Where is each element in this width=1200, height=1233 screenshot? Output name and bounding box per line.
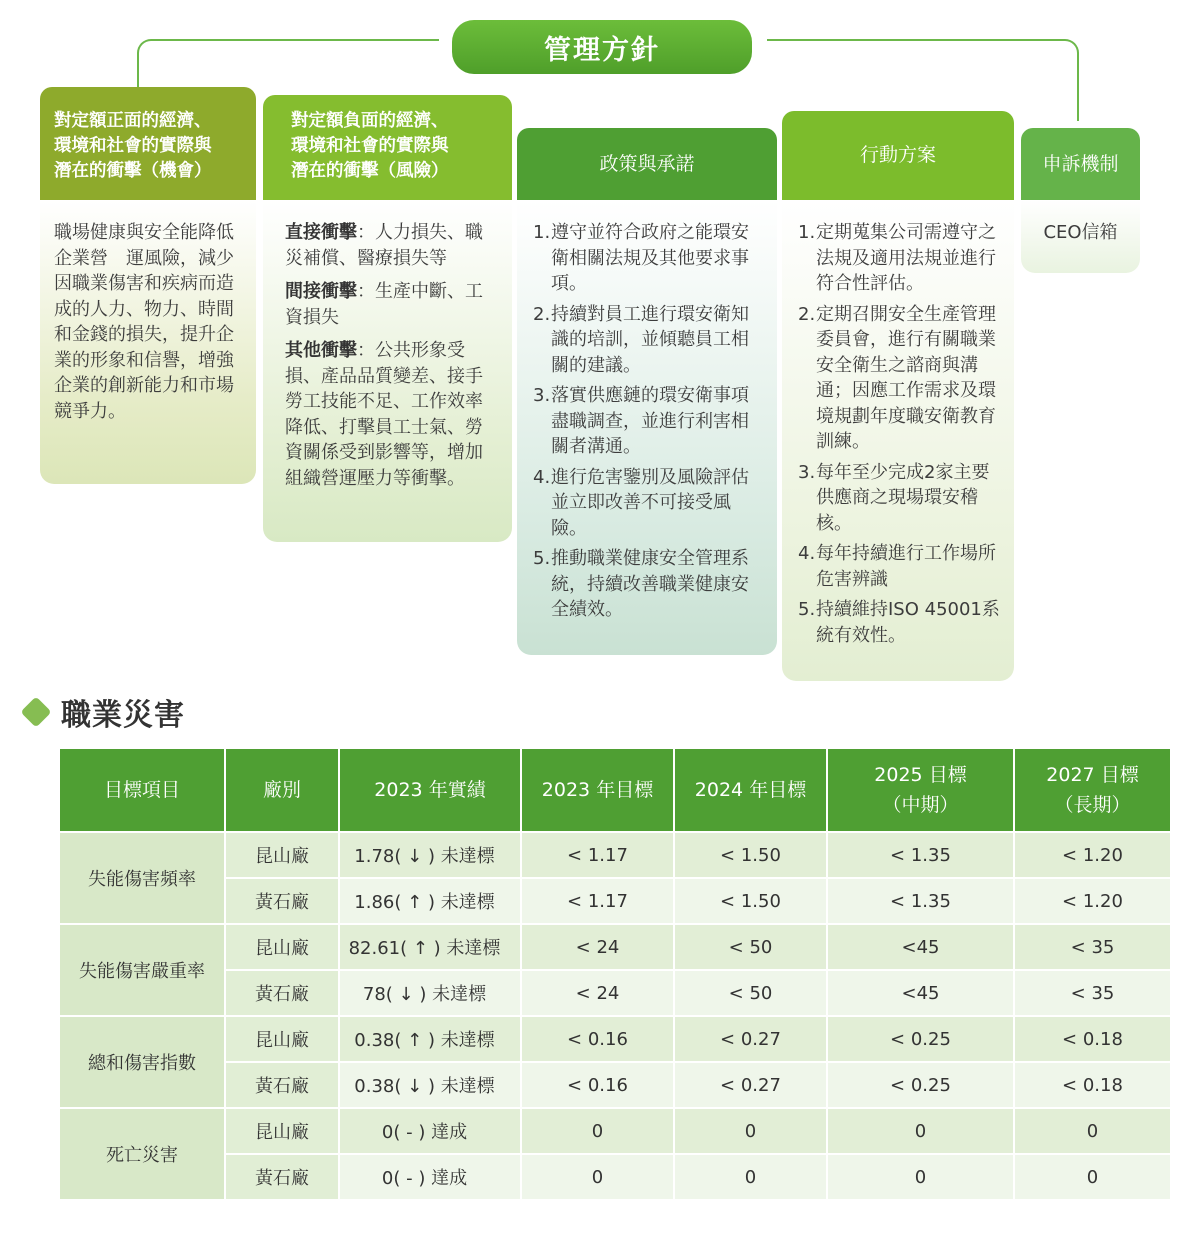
target-2025-cell: 0 <box>827 1154 1014 1200</box>
section-title: 職業災害 <box>61 698 185 733</box>
item-number: 3. <box>798 461 816 483</box>
target-2024-cell: 0 <box>674 1108 827 1154</box>
column-risk-body <box>263 200 512 542</box>
target-2027-cell: < 35 <box>1014 924 1171 970</box>
actual-value: 78 <box>362 984 386 1005</box>
item-text: 持續維持ISO 45001系統有效性。 <box>816 599 1000 646</box>
item-number: 4. <box>533 466 551 488</box>
action-item <box>798 460 1000 537</box>
table-row <box>59 924 1171 970</box>
target-2027-cell: < 0.18 <box>1014 1016 1171 1062</box>
header-line: （長期） <box>1054 794 1131 816</box>
actual-value: 1.78 <box>354 846 395 867</box>
table-row <box>59 878 1171 924</box>
item-text: 每年持續進行工作場所危害辨識 <box>816 543 996 590</box>
target-2023-cell: < 24 <box>521 924 674 970</box>
target-2024-cell: 0 <box>674 1154 827 1200</box>
actual-cell: 0.38( ↑ ) 未達標 <box>339 1016 521 1062</box>
item-text: 遵守並符合政府之能環安衛相關法規及其他要求事項。 <box>551 222 749 294</box>
col-header-2024-target: 2024 年目標 <box>674 748 827 832</box>
status-text: 未達標 <box>440 846 495 867</box>
trend-arrow-icon: ↓ <box>407 1076 423 1097</box>
plant-cell: 黃石廠 <box>225 970 339 1016</box>
header-line: 潛在的衝擊（風險） <box>291 161 449 181</box>
target-item-cell: 失能傷害嚴重率 <box>59 924 225 1016</box>
target-2025-cell: < 1.35 <box>827 878 1014 924</box>
actual-cell: 0( - ) 達成 <box>339 1154 521 1200</box>
commitment-item <box>533 302 757 379</box>
trend-indicator: - <box>406 1122 413 1143</box>
column-commitment-body <box>517 200 777 655</box>
actual-value: 1.86 <box>354 892 395 913</box>
connector-line-left <box>137 39 439 89</box>
target-item-cell: 總和傷害指數 <box>59 1016 225 1108</box>
table-header-row <box>59 748 1171 832</box>
target-2027-cell: < 0.18 <box>1014 1062 1171 1108</box>
risk-item-label: 其他衝擊 <box>285 340 357 361</box>
risk-item-other <box>285 338 498 491</box>
action-item <box>798 541 1000 592</box>
item-text: 持續對員工進行環安衛知識的培訓，並傾聽員工相關的建議。 <box>551 303 749 376</box>
risk-item-indirect <box>285 279 498 330</box>
column-commitment-header: 政策與承諾 <box>517 128 777 200</box>
actual-cell: 0.38( ↓ ) 未達標 <box>339 1062 521 1108</box>
risk-item-text: ：人力損失、職災補償、醫療損失等 <box>285 222 483 269</box>
item-number: 2. <box>798 303 816 325</box>
column-opportunity-body <box>40 200 256 484</box>
commitment-item <box>533 465 757 542</box>
risk-item-label: 直接衝擊 <box>285 222 357 243</box>
trend-arrow-icon: ↑ <box>407 1030 423 1051</box>
plant-cell: 黃石廠 <box>225 1062 339 1108</box>
trend-arrow-icon: ↓ <box>398 984 414 1005</box>
column-opportunity-header <box>40 87 256 200</box>
trend-indicator: - <box>406 1168 413 1189</box>
policy-title: 管理方針 <box>452 20 752 74</box>
actual-cell: 78( ↓ ) 未達標 <box>339 970 521 1016</box>
target-2025-cell: < 0.25 <box>827 1062 1014 1108</box>
target-2023-cell: < 1.17 <box>521 832 674 878</box>
col-header-2023-actual: 2023 年實績 <box>339 748 521 832</box>
actual-value: 0 <box>381 1168 394 1189</box>
status-text: 未達標 <box>446 938 501 959</box>
diamond-bullet-icon <box>20 696 51 727</box>
status-text: 未達標 <box>432 984 487 1005</box>
item-number: 3. <box>533 385 551 406</box>
commitment-item <box>533 546 757 623</box>
risk-item-direct <box>285 220 498 271</box>
plant-cell: 昆山廠 <box>225 924 339 970</box>
connector-line-right <box>767 39 1079 121</box>
table-row <box>59 1154 1171 1200</box>
target-2027-cell: < 35 <box>1014 970 1171 1016</box>
item-text: 落實供應鏈的環安衛事項盡職調查，並進行利害相關者溝通。 <box>551 385 749 457</box>
item-text: 進行危害鑒別及風險評估並立即改善不可接受風險。 <box>551 466 749 539</box>
actual-value: 0 <box>381 1122 394 1143</box>
commitment-item <box>533 220 757 297</box>
actual-value: 0.38 <box>354 1030 395 1051</box>
item-text: 推動職業健康安全管理系統，持續改善職業健康安全績效。 <box>551 548 749 620</box>
actual-cell: 0( - ) 達成 <box>339 1108 521 1154</box>
risk-item-text: ：生產中斷、工資損失 <box>285 281 483 328</box>
column-risk-header <box>263 95 512 200</box>
item-text: 每年至少完成2家主要供應商之現場環安稽核。 <box>816 461 990 534</box>
target-2027-cell: < 1.20 <box>1014 832 1171 878</box>
header-line: （中期） <box>882 794 959 816</box>
col-header-2027-target <box>1014 748 1171 832</box>
target-2024-cell: < 1.50 <box>674 832 827 878</box>
plant-cell: 昆山廠 <box>225 832 339 878</box>
target-2027-cell: < 1.20 <box>1014 878 1171 924</box>
item-text: 定期召開安全生產管理委員會，進行有關職業安全衛生之諮商與溝通；因應工作需求及環境規劃年度職安衛教育訓練。 <box>816 303 996 452</box>
header-line: 2027 目標 <box>1046 764 1139 786</box>
header-line: 潛在的衝擊（機會） <box>54 161 212 181</box>
risk-item-label: 間接衝擊 <box>285 281 357 302</box>
header-line: 對定額負面的經濟、 <box>291 111 449 131</box>
opportunity-text: 職場健康與安全能降低企業營 運風險，減少因職業傷害和疾病而造成的人力、物力、時間 和金錢的損失，提升企業的形象和信譽，增強企業的創新能力和市場競爭力。 <box>54 222 252 422</box>
trend-arrow-icon: ↑ <box>407 892 423 913</box>
item-text: 定期蒐集公司需遵守之法規及適用法規並進行符合性評估。 <box>816 222 996 294</box>
col-header-item: 目標項目 <box>59 748 225 832</box>
column-action-header: 行動方案 <box>782 111 1014 200</box>
status-text: 未達標 <box>440 1030 495 1051</box>
column-grievance-body <box>1021 200 1140 273</box>
header-line: 環境和社會的實際與 <box>291 136 449 156</box>
target-2023-cell: < 24 <box>521 970 674 1016</box>
target-2027-cell: 0 <box>1014 1108 1171 1154</box>
target-2027-cell: 0 <box>1014 1154 1171 1200</box>
item-number: 1. <box>798 222 816 243</box>
item-number: 4. <box>798 543 816 564</box>
actual-value: 82.61 <box>348 938 401 959</box>
target-2023-cell: < 1.17 <box>521 878 674 924</box>
target-2024-cell: < 50 <box>674 924 827 970</box>
col-header-2023-target: 2023 年目標 <box>521 748 674 832</box>
ceo-mailbox-text: CEO信箱 <box>1043 222 1118 243</box>
action-item <box>798 220 1000 297</box>
target-2023-cell: 0 <box>521 1108 674 1154</box>
target-2025-cell: <45 <box>827 924 1014 970</box>
header-line: 環境和社會的實際與 <box>54 136 212 156</box>
actual-cell: 1.86( ↑ ) 未達標 <box>339 878 521 924</box>
trend-arrow-icon: ↓ <box>407 846 423 867</box>
trend-arrow-icon: ↑ <box>412 938 428 959</box>
actual-cell: 1.78( ↓ ) 未達標 <box>339 832 521 878</box>
action-item <box>798 302 1000 455</box>
plant-cell: 黃石廠 <box>225 1154 339 1200</box>
table-row <box>59 832 1171 878</box>
table-row <box>59 1108 1171 1154</box>
target-2025-cell: <45 <box>827 970 1014 1016</box>
target-2024-cell: < 0.27 <box>674 1016 827 1062</box>
actual-cell: 82.61( ↑ ) 未達標 <box>339 924 521 970</box>
table-row <box>59 1062 1171 1108</box>
target-2024-cell: < 0.27 <box>674 1062 827 1108</box>
table-row <box>59 970 1171 1016</box>
col-header-plant: 廠別 <box>225 748 339 832</box>
col-header-2025-target <box>827 748 1014 832</box>
target-2024-cell: < 50 <box>674 970 827 1016</box>
column-action-body <box>782 200 1014 681</box>
item-number: 2. <box>533 303 551 325</box>
target-item-cell: 死亡災害 <box>59 1108 225 1200</box>
target-2023-cell: < 0.16 <box>521 1062 674 1108</box>
action-item <box>798 597 1000 648</box>
target-2025-cell: < 1.35 <box>827 832 1014 878</box>
occupational-injury-table <box>58 747 1172 1201</box>
plant-cell: 昆山廠 <box>225 1016 339 1062</box>
item-number: 5. <box>533 548 551 569</box>
target-2024-cell: < 1.50 <box>674 878 827 924</box>
target-2025-cell: 0 <box>827 1108 1014 1154</box>
commitment-item <box>533 383 757 460</box>
header-line: 2025 目標 <box>874 764 967 786</box>
item-number: 1. <box>533 222 551 243</box>
target-2025-cell: < 0.25 <box>827 1016 1014 1062</box>
status-text: 達成 <box>431 1168 468 1189</box>
status-text: 未達標 <box>440 1076 495 1097</box>
status-text: 達成 <box>431 1122 468 1143</box>
column-grievance-header: 申訴機制 <box>1021 128 1140 200</box>
header-line: 對定額正面的經濟、 <box>54 111 212 131</box>
actual-value: 0.38 <box>354 1076 395 1097</box>
target-2023-cell: 0 <box>521 1154 674 1200</box>
plant-cell: 黃石廠 <box>225 878 339 924</box>
target-item-cell: 失能傷害頻率 <box>59 832 225 924</box>
risk-item-text: ：公共形象受損、產品品質變差、接手勞工技能不足、工作效率降低、打擊員工士氣、勞資關係受到影響等，增加組織營運壓力等衝擊。 <box>285 340 483 489</box>
item-number: 5. <box>798 599 816 620</box>
status-text: 未達標 <box>440 892 495 913</box>
plant-cell: 昆山廠 <box>225 1108 339 1154</box>
target-2023-cell: < 0.16 <box>521 1016 674 1062</box>
section-header <box>20 690 185 734</box>
table-row <box>59 1016 1171 1062</box>
